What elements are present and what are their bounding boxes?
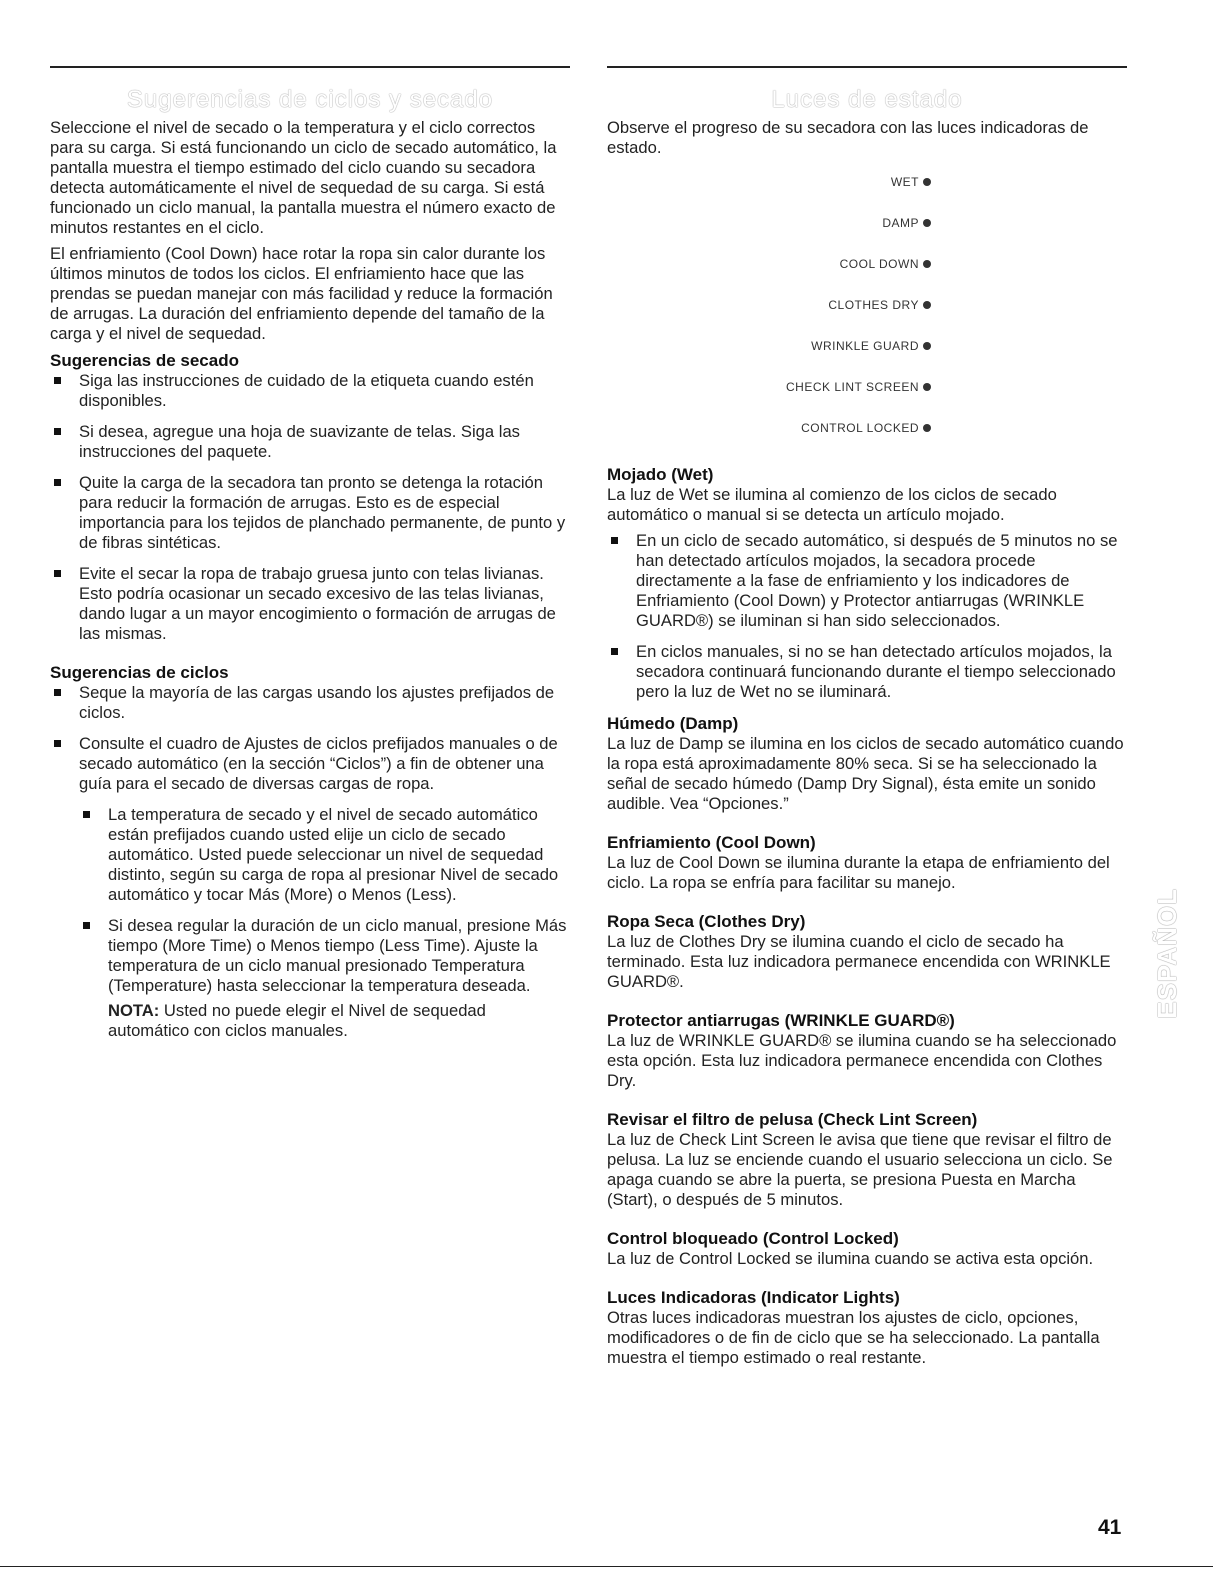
cycle-tips-list [50, 683, 570, 996]
nota-label: NOTA: [108, 1001, 160, 1020]
indicator-dot-icon [923, 342, 931, 350]
status-light-check-lint-screen [786, 379, 931, 395]
status-light-clothes-dry [828, 297, 931, 313]
status-light-label: WRINKLE GUARD [811, 339, 919, 353]
status-light-label: DAMP [882, 216, 919, 230]
page-number: 41 [1098, 1516, 1122, 1539]
section-heading: Control bloqueado (Control Locked) [607, 1229, 899, 1248]
status-light-wrinkle-guard [811, 338, 931, 354]
indicator-dot-icon [923, 383, 931, 391]
section-text: La luz de Control Locked se ilumina cuando se activa esta opción. [607, 1249, 1094, 1268]
side-tab-label: ESPAÑOL [1151, 887, 1182, 1019]
section-control-locked [607, 1228, 1127, 1269]
status-light-label: CLOTHES DRY [828, 298, 919, 312]
section-wrinkle-guard [607, 1010, 1127, 1091]
cool-down-paragraph: El enfriamiento (Cool Down) hace rotar la ropa sin calor durante los últimos minutos de todos los ciclos. El enfriamiento hace que las prendas se puedan manejar con más facilidad y reduce la formación de arrugas. La duración del enfriamiento depende del tamaño de la carga y el nivel de sequedad. [50, 244, 553, 343]
section-heading: Luces Indicadoras (Indicator Lights) [607, 1288, 900, 1307]
left-intro-paragraph: Seleccione el nivel de secado o la temperatura y el ciclo correctos para su carga. Si está funcionando un ciclo de secado automático, la pantalla muestra el tiempo estimado del ciclo cuando su secadora detecta automáticamente el nivel de sequedad de su carga. Si está funcionado un ciclo manual, la pantalla muestra el número exacto de minutos restantes en el ciclo. [50, 118, 557, 237]
section-heading: Protector antiarrugas (WRINKLE GUARD®) [607, 1011, 955, 1030]
list-item: Siga las instrucciones de cuidado de la etiqueta cuando estén disponibles. [50, 371, 570, 411]
status-light-control-locked [801, 420, 931, 436]
left-column [50, 66, 570, 1041]
bottom-rule [0, 1566, 1213, 1567]
status-light-label: COOL DOWN [839, 257, 919, 271]
section-text: La luz de Clothes Dry se ilumina cuando el ciclo de secado ha terminado. Esta luz indicadora permanece encendida con WRINKLE GUARD®. [607, 932, 1111, 991]
section-heading: Enfriamiento (Cool Down) [607, 833, 816, 852]
status-light-wet [891, 174, 931, 190]
list-item: Si desea, agregue una hoja de suavizante de telas. Siga las instrucciones del paquete. [50, 422, 570, 462]
cycle-tips-heading: Sugerencias de ciclos [50, 663, 229, 682]
status-light-label: CONTROL LOCKED [801, 421, 919, 435]
list-item: La temperatura de secado y el nivel de secado automático están prefijados cuando usted elije un ciclo de secado automático. Usted puede seleccionar un nivel de sequedad distinto, según su carga de ropa al presionar Nivel de secado automático y tocar Más (More) o Menos (Less). [79, 805, 570, 905]
left-top-rule [50, 66, 570, 68]
section-indicator-lights [607, 1287, 1127, 1368]
section-text: La luz de Wet se ilumina al comienzo de los ciclos de secado automático o manual si se detecta un artículo mojado. [607, 485, 1057, 524]
list-item: Quite la carga de la secadora tan pronto se detenga la rotación para reducir la formación de arrugas. Esto es de especial importancia para los tejidos de planchado permanente, de punto y de fibras sintéticas. [50, 473, 570, 553]
nota-note [50, 1001, 570, 1041]
section-text: La luz de WRINKLE GUARD® se ilumina cuando se ha seleccionado esta opción. Esta luz indicadora permanece encendida con Clothes Dry. [607, 1031, 1117, 1090]
indicator-dot-icon [923, 178, 931, 186]
indicator-dot-icon [923, 219, 931, 227]
cycle-subtips-list [79, 805, 570, 996]
wet-bullets [607, 531, 1127, 702]
section-cool-down [607, 832, 1127, 893]
indicator-dot-icon [923, 301, 931, 309]
section-damp [607, 713, 1127, 814]
status-light-label: WET [890, 175, 919, 189]
drying-tips-list [50, 371, 570, 644]
section-text: Otras luces indicadoras muestran los ajustes de ciclo, opciones, modificadores o de fin de ciclo que se ha seleccionado. La pantalla muestra el tiempo estimado o real restante. [607, 1308, 1100, 1367]
status-light-label: CHECK LINT SCREEN [786, 380, 919, 394]
left-section-title: Sugerencias de ciclos y secado [126, 86, 494, 113]
list-item: Si desea regular la duración de un ciclo manual, presione Más tiempo (More Time) o Menos tiempo (Less Time). Ajuste la temperatura de un ciclo manual presionado Temperatura (Temperature) hasta seleccionar la temperatura deseada. [79, 916, 570, 996]
list-item: Seque la mayoría de las cargas usando los ajustes prefijados de ciclos. [50, 683, 570, 723]
list-item: En un ciclo de secado automático, si después de 5 minutos no se han detectado artículos mojados, la secadora procede directamente a la fase de enfriamiento y los indicadores de Enfriamiento (Cool Down) y Protector antiarrugas (WRINKLE GUARD®) se iluminan si han sido seleccionados. [607, 531, 1127, 631]
section-text: La luz de Cool Down se ilumina durante la etapa de enfriamiento del ciclo. La ropa se enfría para facilitar su manejo. [607, 853, 1110, 892]
right-top-rule [607, 66, 1127, 68]
status-intro-paragraph: Observe el progreso de su secadora con las luces indicadoras de estado. [607, 118, 1089, 157]
section-wet [607, 464, 1127, 702]
list-item: En ciclos manuales, si no se han detectado artículos mojados, la secadora continuará funcionando durante el tiempo seleccionado pero la luz de Wet no se iluminará. [607, 642, 1127, 702]
list-item: Evite el secar la ropa de trabajo gruesa junto con telas livianas. Esto podría ocasionar un secado excesivo de las telas livianas, dando lugar a un mayor encogimiento o formación de arrugas de las mismas. [50, 564, 570, 644]
status-lights-panel [607, 164, 1127, 454]
section-text: La luz de Check Lint Screen le avisa que tiene que revisar el filtro de pelusa. La luz se enciende cuando el usuario selecciona un ciclo. Se apaga cuando se abre la puerta, se presiona Puesta en Marcha (Start), o después de 5 minutos. [607, 1130, 1113, 1209]
section-clothes-dry [607, 911, 1127, 992]
section-check-lint-screen [607, 1109, 1127, 1210]
indicator-dot-icon [923, 260, 931, 268]
status-light-damp [882, 215, 931, 231]
right-section-title: Luces de estado [771, 86, 963, 113]
status-light-cool-down [840, 256, 931, 272]
indicator-dot-icon [923, 424, 931, 432]
language-side-tab [1150, 838, 1184, 1068]
right-column [607, 66, 1127, 1374]
section-heading: Revisar el filtro de pelusa (Check Lint Screen) [607, 1110, 978, 1129]
nota-text: Usted no puede elegir el Nivel de sequedad automático con ciclos manuales. [108, 1001, 486, 1040]
section-heading: Mojado (Wet) [607, 465, 714, 484]
section-heading: Ropa Seca (Clothes Dry) [607, 912, 806, 931]
list-item [50, 734, 570, 996]
section-heading: Húmedo (Damp) [607, 714, 739, 733]
section-text: La luz de Damp se ilumina en los ciclos de secado automático cuando la ropa está aproximadamente 80% seca. Si se ha seleccionado la señal de secado húmedo (Damp Dry Signal), ésta emite un sonido audible. Vea “Opciones.” [607, 734, 1124, 813]
list-item-text: Consulte el cuadro de Ajustes de ciclos prefijados manuales o de secado automático (en la sección “Ciclos”) a fin de obtener una guía para el secado de diversas cargas de ropa. [79, 734, 558, 793]
drying-tips-heading: Sugerencias de secado [50, 351, 239, 370]
